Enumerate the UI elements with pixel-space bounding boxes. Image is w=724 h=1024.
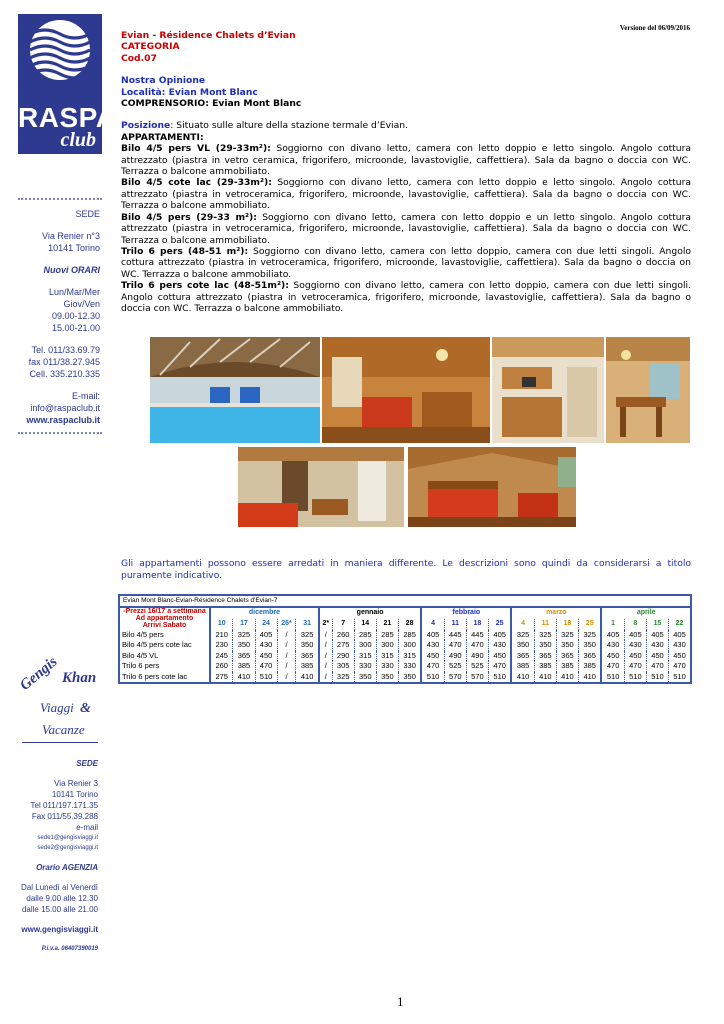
price-cell: 350 bbox=[354, 672, 376, 683]
price-cell: / bbox=[319, 672, 332, 683]
month-aprile: aprile bbox=[601, 608, 690, 619]
date-cell: 14 bbox=[354, 619, 376, 630]
row-label: Trilo 6 pers cote lac bbox=[122, 671, 188, 681]
photo-dining bbox=[606, 337, 690, 443]
main-content bbox=[121, 30, 691, 314]
apt-name: Trilo 6 pers cote lac (48-51m²): bbox=[121, 280, 289, 292]
row-label: Bilo 4/5 pers cote lac bbox=[122, 640, 192, 650]
cell: Cell. 335.210.335 bbox=[29, 369, 100, 379]
prezzi-header-line-2: Ad appartamento bbox=[135, 615, 194, 623]
price-cell: 450 bbox=[624, 651, 646, 662]
price-cell: 405 bbox=[646, 630, 668, 641]
month-gennaio: gennaio bbox=[319, 608, 421, 619]
date-cell: 4 bbox=[511, 619, 534, 630]
price-cell: 430 bbox=[421, 640, 444, 651]
apt-name: Bilo 4/5 pers VL (29-33m²): bbox=[121, 143, 271, 155]
table-row bbox=[120, 661, 690, 672]
price-cell: 365 bbox=[534, 651, 556, 662]
price-cell: 315 bbox=[398, 651, 421, 662]
date-cell: 11 bbox=[534, 619, 556, 630]
date-cell: 18 bbox=[556, 619, 578, 630]
price-cell: 510 bbox=[646, 672, 668, 683]
price-cell: 430 bbox=[255, 640, 277, 651]
price-cell: 230 bbox=[210, 640, 233, 651]
waves-icon bbox=[30, 20, 90, 80]
date-cell: 31 bbox=[296, 619, 319, 630]
web-link[interactable]: www.raspaclub.it bbox=[26, 415, 100, 425]
price-cell: 365 bbox=[511, 651, 534, 662]
price-cell: 350 bbox=[556, 640, 578, 651]
gengis-khan-logo bbox=[17, 653, 102, 744]
price-cell: 385 bbox=[296, 661, 319, 672]
price-cell: 290 bbox=[332, 651, 354, 662]
price-cell: 570 bbox=[466, 672, 488, 683]
price-cell: 445 bbox=[444, 630, 466, 641]
price-cell: 510 bbox=[624, 672, 646, 683]
fax: fax 011/38.27.945 bbox=[28, 357, 100, 367]
prezzi-header-line-1: -Prezzi 16/17 a settimana bbox=[123, 608, 206, 615]
svg-text:&: & bbox=[80, 701, 91, 716]
month-marzo: marzo bbox=[511, 608, 601, 619]
price-cell: / bbox=[277, 651, 296, 662]
price-cell: 405 bbox=[669, 630, 690, 641]
address2-line-2: 10141 Torino bbox=[51, 790, 98, 799]
row-label: Trilo 6 pers bbox=[122, 661, 160, 671]
price-cell: 330 bbox=[376, 661, 398, 672]
price-cell: 470 bbox=[421, 661, 444, 672]
date-cell: 15 bbox=[646, 619, 668, 630]
price-cell: 470 bbox=[444, 640, 466, 651]
date-cell: 8 bbox=[624, 619, 646, 630]
price-cell: / bbox=[319, 640, 332, 651]
price-cell: 470 bbox=[466, 640, 488, 651]
email-link[interactable]: info@raspaclub.it bbox=[30, 403, 100, 413]
price-cell: 285 bbox=[398, 630, 421, 641]
tel2: Tel 011/197.171.35 bbox=[30, 801, 98, 810]
categoria: CATEGORIA bbox=[121, 41, 180, 53]
price-cell: 350 bbox=[398, 672, 421, 683]
cod: Cod.07 bbox=[121, 52, 157, 64]
price-cell: / bbox=[277, 630, 296, 641]
price-cell: 300 bbox=[398, 640, 421, 651]
price-cell: 350 bbox=[578, 640, 601, 651]
price-cell: 470 bbox=[255, 661, 277, 672]
price-cell: 260 bbox=[210, 661, 233, 672]
date-cell: 11 bbox=[444, 619, 466, 630]
disclaimer-note: Gli appartamenti possono essere arredati in maniera differente. Le descrizioni sono quindi da considerarsi a titolo puramente indicativo. bbox=[121, 558, 691, 581]
price-cell: 410 bbox=[556, 672, 578, 683]
apt-name: Bilo 4/5 cote lac (29-33m²): bbox=[121, 177, 272, 189]
price-cell: 450 bbox=[601, 651, 624, 662]
date-cell: 2* bbox=[319, 619, 332, 630]
price-cell: 510 bbox=[421, 672, 444, 683]
price-cell: 325 bbox=[556, 630, 578, 641]
price-cell: 385 bbox=[556, 661, 578, 672]
nostra-opinione: Nostra Opinione bbox=[121, 75, 206, 87]
apt-5 bbox=[121, 280, 691, 314]
price-cell: 510 bbox=[669, 672, 690, 683]
apt-2 bbox=[121, 177, 691, 211]
price-cell: 470 bbox=[646, 661, 668, 672]
price-cell: 365 bbox=[556, 651, 578, 662]
logo-raspa-text: RASPA bbox=[18, 102, 117, 133]
date-cell: 24 bbox=[255, 619, 277, 630]
row-label: Bilo 4/5 VL bbox=[122, 650, 159, 660]
price-cell: / bbox=[277, 672, 296, 683]
hours-1: 09.00-12.30 bbox=[51, 311, 100, 321]
price-cell: 410 bbox=[534, 672, 556, 683]
svg-text:Khan: Khan bbox=[62, 670, 97, 686]
apt-name: Trilo 6 pers (48-51 m²): bbox=[121, 245, 249, 257]
price-cell: 410 bbox=[296, 672, 319, 683]
apt-1 bbox=[121, 143, 691, 177]
price-cell: 300 bbox=[354, 640, 376, 651]
date-cell: 25 bbox=[578, 619, 601, 630]
version-date: Versione del 06/09/2016 bbox=[619, 24, 690, 32]
orario-agenzia-title: Orario AGENZIA bbox=[36, 863, 98, 872]
photo-living-room bbox=[322, 337, 490, 443]
apt-desc: Soggiorno con divano letto, camera con letto doppio e letto singolo. Angolo cottura attrezzato (piastra in vetroceramica, frigorifero, microonde, lavastoviglie, caffettiera). Sala da bagno o doccia con WC. Terrazza o balcone ammobiliato. bbox=[121, 177, 691, 212]
piva: P.i.v.a. 06407390019 bbox=[41, 946, 98, 952]
orari-title: Nuovi ORARI bbox=[43, 265, 100, 275]
raspa-club-logo bbox=[18, 14, 117, 154]
price-cell: 525 bbox=[444, 661, 466, 672]
price-cell: 430 bbox=[488, 640, 511, 651]
price-cell: 405 bbox=[255, 630, 277, 641]
sidebar-divider bbox=[18, 198, 102, 200]
price-cell: 405 bbox=[601, 630, 624, 641]
svg-text:Viaggi: Viaggi bbox=[40, 700, 74, 715]
price-cell: 405 bbox=[421, 630, 444, 641]
date-cell: 28 bbox=[398, 619, 421, 630]
apt-desc: Soggiorno con divano letto, camera con letto doppio, camera con due letti singoli. Angolo cottura attrezzato (piastra in vetroceramica, frigorifero, microonde, lavastoviglie, caffettiera). Sala da bagno o doccia con WC. Terrazza o balcone ammobiliato. bbox=[121, 280, 691, 314]
table-row bbox=[120, 651, 690, 662]
gengis-contact-block bbox=[18, 758, 98, 954]
price-cell: 470 bbox=[488, 661, 511, 672]
price-cell: 445 bbox=[466, 630, 488, 641]
posizione bbox=[121, 120, 691, 131]
price-table bbox=[118, 594, 692, 684]
svg-text:Gengis: Gengis bbox=[17, 653, 61, 694]
price-cell: 330 bbox=[354, 661, 376, 672]
price-cell: / bbox=[319, 630, 332, 641]
posizione-label: Posizione bbox=[121, 120, 171, 132]
price-cell: 365 bbox=[233, 651, 255, 662]
sidebar bbox=[18, 14, 117, 434]
agenzia-hours-1: dalle 9.00 alle 12.30 bbox=[26, 894, 98, 903]
price-cell: 410 bbox=[511, 672, 534, 683]
table-row bbox=[120, 672, 690, 683]
localita: Località: Evian Mont Blanc bbox=[121, 86, 258, 98]
price-cell: 350 bbox=[296, 640, 319, 651]
appartamenti-title: APPARTAMENTI: bbox=[121, 131, 204, 143]
date-cell: 18 bbox=[466, 619, 488, 630]
apt-desc: Soggiorno con divano letto, camera con letto doppio e un letto singolo. Angolo cottura attrezzato (piastra in vetroceramica, frigorifero, microonde, lavastoviglie, caffettiera). Sala da bagno o doccia con WC. Terrazza o balcone ammobiliato. bbox=[121, 211, 691, 246]
price-cell: 285 bbox=[376, 630, 398, 641]
price-cell: 350 bbox=[233, 640, 255, 651]
date-cell: 7 bbox=[332, 619, 354, 630]
month-febbraio: febbraio bbox=[421, 608, 511, 619]
apt-name: Bilo 4/5 pers (29-33 m²): bbox=[121, 211, 257, 223]
row-label: Bilo 4/5 pers bbox=[122, 629, 164, 639]
apt-desc: Soggiorno con divano letto, camera con letto doppio, camera con due letti singoli. Angolo cottura attrezzato (piastra in vetroceramica, frigorifero, microonde, lavastoviglie, caffettiera). Sala da bagno o doccia on WC. Terrazza o balcone ammobiliato. bbox=[121, 245, 692, 280]
price-cell: 350 bbox=[511, 640, 534, 651]
price-cell: 450 bbox=[646, 651, 668, 662]
price-grid bbox=[120, 608, 690, 682]
sede2-label: SEDE bbox=[76, 759, 98, 768]
date-cell: 25 bbox=[488, 619, 511, 630]
comprensorio: COMPRENSORIO: Evian Mont Blanc bbox=[121, 98, 302, 110]
price-cell: 430 bbox=[624, 640, 646, 651]
table-row bbox=[120, 640, 690, 651]
photo-bedroom bbox=[408, 447, 576, 527]
month-dicembre: dicembre bbox=[210, 608, 319, 619]
page-title: Evian - Résidence Chalets d’Evian bbox=[121, 30, 296, 41]
price-cell: 450 bbox=[421, 651, 444, 662]
gengis-divider bbox=[22, 742, 98, 743]
prezzi-header-line-3: Arrivi Sabato bbox=[142, 622, 187, 630]
price-cell: 525 bbox=[466, 661, 488, 672]
price-cell: 325 bbox=[511, 630, 534, 641]
price-cell: 385 bbox=[578, 661, 601, 672]
photo-living-room-2 bbox=[238, 447, 404, 527]
price-cell: 350 bbox=[376, 672, 398, 683]
price-cell: 325 bbox=[534, 630, 556, 641]
hours-2: 15.00-21.00 bbox=[51, 323, 100, 333]
date-cell: 10 bbox=[210, 619, 233, 630]
price-cell: 450 bbox=[669, 651, 690, 662]
price-cell: 330 bbox=[398, 661, 421, 672]
price-cell: 470 bbox=[669, 661, 690, 672]
price-cell: 325 bbox=[296, 630, 319, 641]
price-cell: / bbox=[319, 651, 332, 662]
price-cell: 405 bbox=[624, 630, 646, 641]
address2-line-1: Via Renier 3 bbox=[54, 779, 98, 788]
price-cell: 325 bbox=[578, 630, 601, 641]
price-cell: 510 bbox=[488, 672, 511, 683]
days-2: Giov/Ven bbox=[63, 299, 100, 309]
price-cell: 260 bbox=[332, 630, 354, 641]
price-cell: 490 bbox=[444, 651, 466, 662]
email2-label: e-mail bbox=[76, 823, 98, 832]
svg-text:Vacanze: Vacanze bbox=[42, 722, 85, 737]
price-cell: 385 bbox=[511, 661, 534, 672]
photo-pool bbox=[150, 337, 320, 443]
address-line-2: 10141 Torino bbox=[48, 243, 100, 253]
price-cell: 210 bbox=[210, 630, 233, 641]
table-header-months bbox=[120, 608, 690, 619]
price-cell: 315 bbox=[354, 651, 376, 662]
price-cell: 510 bbox=[255, 672, 277, 683]
price-cell: 275 bbox=[210, 672, 233, 683]
sidebar-divider-2 bbox=[18, 432, 102, 434]
date-cell: 22 bbox=[669, 619, 690, 630]
logo-club-text: club bbox=[60, 129, 96, 151]
days-1: Lun/Mar/Mer bbox=[48, 287, 100, 297]
photo-kitchen bbox=[492, 337, 604, 443]
price-cell: 365 bbox=[578, 651, 601, 662]
agenzia-hours-2: dalle 15.00 alle 21.00 bbox=[21, 905, 98, 914]
price-cell: 365 bbox=[296, 651, 319, 662]
apt-3 bbox=[121, 212, 691, 246]
price-cell: 325 bbox=[233, 630, 255, 641]
price-cell: / bbox=[319, 661, 332, 672]
table-row bbox=[120, 630, 690, 641]
date-cell: 1 bbox=[601, 619, 624, 630]
price-cell: 300 bbox=[376, 640, 398, 651]
email-label: E-mail: bbox=[71, 391, 100, 401]
price-cell: 430 bbox=[601, 640, 624, 651]
email2-link-1[interactable]: sede1@gengisviaggi.it bbox=[37, 835, 98, 841]
price-cell: 430 bbox=[669, 640, 690, 651]
price-cell: 275 bbox=[332, 640, 354, 651]
photo-gallery bbox=[150, 337, 690, 527]
price-cell: / bbox=[277, 661, 296, 672]
price-cell: 410 bbox=[233, 672, 255, 683]
price-cell: / bbox=[277, 640, 296, 651]
price-cell: 410 bbox=[578, 672, 601, 683]
price-cell: 315 bbox=[376, 651, 398, 662]
price-cell: 325 bbox=[332, 672, 354, 683]
gengis-web-link[interactable]: www.gengisviaggi.it bbox=[21, 925, 98, 934]
price-cell: 245 bbox=[210, 651, 233, 662]
price-cell: 570 bbox=[444, 672, 466, 683]
price-cell: 285 bbox=[354, 630, 376, 641]
price-cell: 385 bbox=[233, 661, 255, 672]
date-cell: 4 bbox=[421, 619, 444, 630]
price-cell: 430 bbox=[646, 640, 668, 651]
posizione-text: : Situato sulle alture della stazione termale d’Evian. bbox=[170, 120, 408, 132]
price-cell: 510 bbox=[601, 672, 624, 683]
tel: Tel. 011/33.69.79 bbox=[31, 345, 100, 355]
address-line-1: Via Renier n°3 bbox=[42, 231, 100, 241]
price-cell: 385 bbox=[534, 661, 556, 672]
date-cell: 17 bbox=[233, 619, 255, 630]
email2-link-2[interactable]: sede2@gengisviaggi.it bbox=[37, 845, 98, 851]
page-number: 1 bbox=[397, 994, 404, 1009]
raspa-contact-block bbox=[18, 208, 102, 426]
price-cell: 450 bbox=[488, 651, 511, 662]
table-title: Evian Mont Blanc-Evian-Résidence Chalets d'Evian-7 bbox=[120, 596, 690, 608]
agenzia-days: Dal Lunedì al Venerdì bbox=[21, 883, 98, 892]
price-cell: 450 bbox=[255, 651, 277, 662]
price-cell: 470 bbox=[624, 661, 646, 672]
price-cell: 470 bbox=[601, 661, 624, 672]
fax2: Fax 011/55.39.288 bbox=[31, 812, 98, 821]
price-cell: 405 bbox=[488, 630, 511, 641]
apt-desc: Soggiorno con divano letto, camera con letto doppio e letto singolo. Angolo cottura attrezzato (piastra in vetro ceramica, frigorifero, microonde, lavastoviglie, caffettiera). Sala da bagno o doccia con WC. Terrazza o balcone ammobiliato. bbox=[121, 143, 691, 178]
date-cell: 21 bbox=[376, 619, 398, 630]
price-cell: 490 bbox=[466, 651, 488, 662]
price-cell: 305 bbox=[332, 661, 354, 672]
apt-4 bbox=[121, 246, 691, 280]
date-cell: 26* bbox=[277, 619, 296, 630]
price-cell: 350 bbox=[534, 640, 556, 651]
prezzi-header bbox=[120, 608, 210, 630]
sede-label: SEDE bbox=[75, 209, 100, 219]
